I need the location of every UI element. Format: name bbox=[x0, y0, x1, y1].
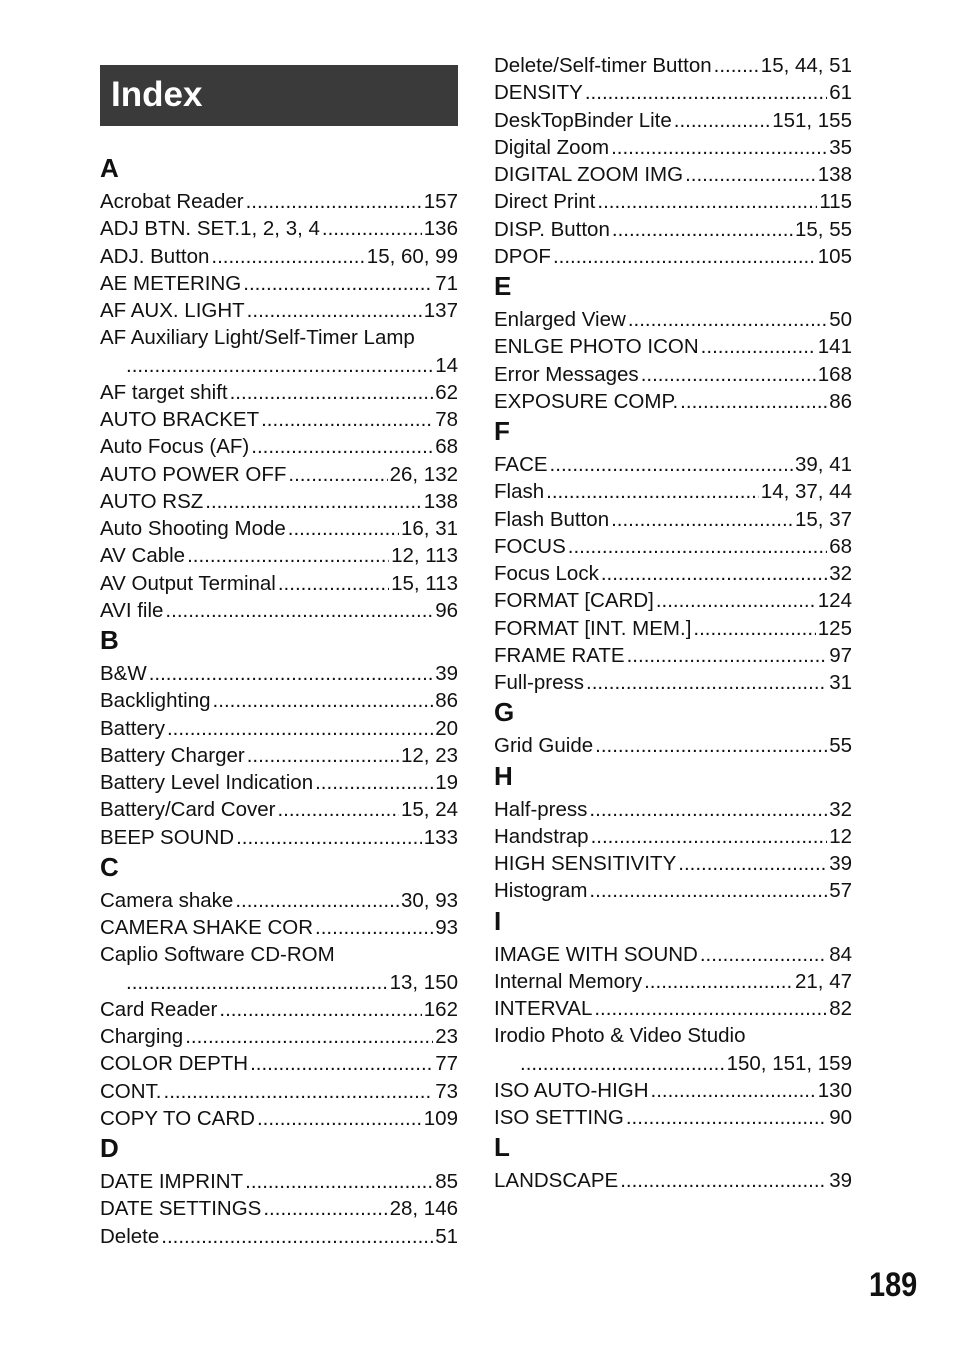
entry-pages: 105 bbox=[817, 244, 852, 268]
entry-pages: 68 bbox=[435, 435, 458, 459]
index-entry bbox=[100, 215, 458, 242]
entry-label: Full-press bbox=[494, 671, 584, 694]
dot-leader bbox=[701, 333, 816, 360]
entry-label: Acrobat Reader bbox=[100, 190, 244, 213]
section-letter: A bbox=[100, 153, 119, 183]
entry-pages: 39 bbox=[435, 662, 458, 685]
entry-pages: 35 bbox=[829, 135, 852, 159]
entry-label: CONT. bbox=[100, 1079, 162, 1103]
dot-leader bbox=[245, 1168, 433, 1195]
entry-pages: 97 bbox=[829, 643, 852, 667]
dot-leader bbox=[315, 914, 433, 941]
dot-leader bbox=[230, 379, 434, 406]
index-entry bbox=[494, 216, 852, 243]
index-entry bbox=[100, 515, 458, 542]
entry-pages: 151, 155 bbox=[772, 108, 852, 132]
index-entry bbox=[494, 533, 852, 560]
dot-leader bbox=[185, 1023, 433, 1050]
entry-pages: 30, 93 bbox=[401, 888, 458, 912]
dot-leader bbox=[626, 1104, 827, 1131]
entry-pages: 157 bbox=[423, 190, 458, 213]
index-entry bbox=[494, 243, 852, 270]
index-entry bbox=[494, 850, 852, 877]
index-entry bbox=[494, 941, 852, 968]
entry-label: Error Messages bbox=[494, 362, 639, 386]
dot-leader bbox=[250, 1050, 433, 1077]
index-entry bbox=[494, 796, 852, 823]
index-entry bbox=[100, 243, 458, 270]
index-entry bbox=[494, 52, 852, 79]
dot-leader bbox=[601, 560, 827, 587]
entry-label: AF AUX. LIGHT bbox=[100, 299, 245, 322]
entry-label: Flash Button bbox=[494, 507, 610, 531]
index-column-right bbox=[494, 52, 852, 1195]
entry-pages: 31 bbox=[829, 671, 852, 694]
index-entry bbox=[494, 968, 852, 995]
entry-label: Card Reader bbox=[100, 997, 218, 1021]
dot-leader bbox=[651, 1077, 816, 1104]
entry-label: AVI file bbox=[100, 598, 164, 622]
dot-leader bbox=[213, 687, 434, 714]
dot-leader bbox=[597, 188, 817, 215]
entry-label: CAMERA SHAKE COR bbox=[100, 916, 314, 939]
entry-pages: 32 bbox=[829, 797, 852, 821]
entry-pages: 150, 151, 159 bbox=[726, 1051, 852, 1075]
dot-leader bbox=[161, 1223, 433, 1250]
entry-pages: 15, 60, 99 bbox=[366, 244, 458, 268]
section-letter: E bbox=[494, 271, 512, 301]
entry-pages: 13, 150 bbox=[389, 970, 458, 994]
entry-pages: 84 bbox=[829, 942, 852, 966]
entry-label: DISP. Button bbox=[494, 217, 610, 241]
index-entry bbox=[100, 488, 458, 515]
entry-pages: 141 bbox=[817, 335, 852, 359]
index-entry bbox=[100, 742, 458, 769]
section-letter: B bbox=[100, 625, 119, 655]
entry-label: ISO AUTO-HIGH bbox=[494, 1078, 649, 1102]
entry-pages: 90 bbox=[829, 1106, 852, 1129]
entry-pages: 57 bbox=[829, 879, 852, 903]
section-letter: L bbox=[494, 1132, 510, 1163]
index-title-bar bbox=[100, 65, 458, 126]
dot-leader bbox=[620, 1167, 827, 1194]
dot-leader bbox=[628, 306, 827, 333]
entry-label: Battery/Card Cover bbox=[100, 798, 276, 822]
entry-label: COLOR DEPTH bbox=[100, 1052, 249, 1076]
page-number: 189 bbox=[869, 1266, 918, 1304]
entry-label: ENLGE PHOTO ICON bbox=[494, 335, 699, 359]
entry-label: AE METERING bbox=[100, 271, 242, 295]
entry-pages: 15, 24 bbox=[401, 798, 458, 822]
entry-label: FORMAT [CARD] bbox=[494, 589, 654, 613]
dot-leader bbox=[546, 478, 759, 505]
index-entry bbox=[494, 388, 852, 415]
page-title: Index bbox=[111, 75, 203, 114]
entry-label: Internal Memory bbox=[494, 969, 643, 993]
entry-pages: 21, 47 bbox=[795, 969, 852, 993]
index-entry bbox=[100, 914, 458, 941]
dot-leader bbox=[219, 996, 421, 1023]
index-entry bbox=[494, 333, 852, 360]
dot-leader bbox=[685, 161, 816, 188]
index-entry bbox=[494, 306, 852, 333]
index-entry bbox=[100, 1168, 458, 1195]
dot-leader bbox=[611, 134, 827, 161]
entry-label: HIGH SENSITIVITY bbox=[494, 852, 677, 875]
entry-label: DATE IMPRINT bbox=[100, 1170, 244, 1193]
dot-leader bbox=[187, 542, 389, 569]
entry-pages: 15, 44, 51 bbox=[760, 54, 852, 77]
dot-leader bbox=[261, 406, 433, 433]
index-entry bbox=[494, 877, 852, 904]
index-entry bbox=[100, 1078, 458, 1105]
entry-pages: 68 bbox=[829, 534, 852, 558]
index-entry bbox=[494, 995, 852, 1022]
entry-pages: 93 bbox=[435, 916, 458, 939]
entry-label: ISO SETTING bbox=[494, 1106, 624, 1129]
entry-pages: 28, 146 bbox=[389, 1197, 458, 1221]
dot-leader bbox=[611, 506, 793, 533]
index-entry bbox=[494, 1050, 852, 1077]
dot-leader bbox=[149, 660, 433, 687]
index-entry bbox=[100, 461, 458, 488]
entry-pages: 39, 41 bbox=[795, 453, 852, 476]
index-entry bbox=[494, 1104, 852, 1131]
dot-leader bbox=[263, 1195, 387, 1222]
entry-label: Digital Zoom bbox=[494, 135, 610, 159]
entry-pages: 125 bbox=[817, 616, 852, 640]
entry-label: Auto Shooting Mode bbox=[100, 517, 286, 540]
entry-label: AUTO BRACKET bbox=[100, 408, 260, 431]
entry-label: FACE bbox=[494, 453, 548, 476]
entry-pages: 137 bbox=[423, 299, 458, 322]
dot-leader bbox=[165, 597, 433, 624]
entry-pages: 15, 55 bbox=[795, 217, 852, 241]
dot-leader bbox=[236, 824, 422, 851]
dot-leader bbox=[585, 79, 827, 106]
entry-label: Battery bbox=[100, 716, 165, 740]
entry-pages: 86 bbox=[435, 689, 458, 713]
entry-label: Enlarged View bbox=[494, 308, 626, 331]
section-letter: C bbox=[100, 851, 119, 882]
dot-leader bbox=[288, 515, 399, 542]
index-entry bbox=[100, 796, 458, 823]
entry-pages: 73 bbox=[435, 1079, 458, 1103]
dot-leader bbox=[315, 769, 433, 796]
dot-leader bbox=[126, 969, 388, 996]
entry-pages: 168 bbox=[817, 362, 852, 386]
dot-leader bbox=[644, 968, 793, 995]
entry-label: Histogram bbox=[494, 879, 588, 903]
entry-pages: 26, 132 bbox=[389, 462, 458, 486]
entry-pages: 20 bbox=[435, 716, 458, 740]
dot-leader bbox=[595, 732, 827, 759]
dot-leader bbox=[243, 270, 433, 297]
index-entry bbox=[100, 1050, 458, 1077]
entry-pages: 14 bbox=[435, 353, 458, 377]
index-entry bbox=[100, 406, 458, 433]
index-entry bbox=[494, 134, 852, 161]
entry-pages: 15, 37 bbox=[795, 507, 852, 531]
entry-pages: 32 bbox=[829, 562, 852, 585]
entry-pages: 50 bbox=[829, 308, 852, 331]
entry-label: Battery Charger bbox=[100, 743, 245, 767]
entry-pages: 115 bbox=[819, 190, 852, 214]
index-entry bbox=[494, 478, 852, 505]
entry-pages: 12, 23 bbox=[401, 743, 458, 767]
entry-pages: 55 bbox=[829, 734, 852, 758]
dot-leader bbox=[674, 107, 770, 134]
index-entry bbox=[494, 615, 852, 642]
entry-label: Caplio Software CD-ROM bbox=[100, 943, 335, 967]
index-entry bbox=[100, 769, 458, 796]
dot-leader bbox=[594, 995, 827, 1022]
section-letter: F bbox=[494, 416, 510, 446]
entry-pages: 96 bbox=[435, 598, 458, 622]
dot-leader bbox=[126, 352, 433, 379]
entry-pages: 71 bbox=[435, 271, 458, 295]
index-entry bbox=[100, 824, 458, 851]
entry-label: AF target shift bbox=[100, 380, 228, 404]
entry-label: Handstrap bbox=[494, 824, 589, 848]
index-entry bbox=[100, 433, 458, 460]
dot-leader bbox=[211, 243, 364, 270]
dot-leader bbox=[591, 823, 828, 850]
entry-pages: 62 bbox=[435, 380, 458, 404]
entry-pages: 136 bbox=[423, 217, 458, 241]
index-entry bbox=[100, 969, 458, 996]
entry-pages: 23 bbox=[435, 1025, 458, 1048]
entry-label: Half-press bbox=[494, 797, 588, 821]
index-entry bbox=[100, 570, 458, 597]
entry-pages: 19 bbox=[435, 771, 458, 794]
index-entry bbox=[100, 887, 458, 914]
index-entry bbox=[494, 1022, 852, 1049]
index-entry bbox=[494, 188, 852, 215]
entry-pages: 39 bbox=[829, 1169, 852, 1193]
index-entry bbox=[494, 1077, 852, 1104]
entry-pages: 82 bbox=[829, 997, 852, 1020]
entry-label: Delete/Self-timer Button bbox=[494, 54, 712, 77]
entry-pages: 78 bbox=[435, 408, 458, 431]
entry-pages: 138 bbox=[423, 489, 458, 513]
index-entry bbox=[494, 823, 852, 850]
index-entry bbox=[100, 270, 458, 297]
dot-leader bbox=[678, 850, 827, 877]
index-entry bbox=[100, 542, 458, 569]
index-entry bbox=[100, 188, 458, 215]
index-entry bbox=[100, 597, 458, 624]
index-entry bbox=[100, 996, 458, 1023]
entry-label: LANDSCAPE bbox=[494, 1169, 619, 1193]
index-entry bbox=[494, 1167, 852, 1194]
dot-leader bbox=[700, 941, 827, 968]
index-entry bbox=[494, 161, 852, 188]
section-letter: G bbox=[494, 697, 515, 728]
entry-label: DIGITAL ZOOM IMG bbox=[494, 163, 684, 186]
entry-pages: 39 bbox=[829, 852, 852, 875]
index-entry bbox=[100, 379, 458, 406]
entry-label: FORMAT [INT. MEM.] bbox=[494, 616, 692, 640]
entry-label: ADJ BTN. SET.1, 2, 3, 4 bbox=[100, 217, 320, 241]
entry-pages: 109 bbox=[423, 1106, 458, 1130]
index-entry bbox=[494, 506, 852, 533]
index-entry bbox=[100, 297, 458, 324]
entry-label: DENSITY bbox=[494, 81, 583, 105]
entry-label: EXPOSURE COMP. bbox=[494, 389, 679, 413]
dot-leader bbox=[641, 361, 816, 388]
dot-leader bbox=[612, 216, 793, 243]
entry-label: Battery Level Indication bbox=[100, 771, 314, 794]
index-entry bbox=[494, 642, 852, 669]
entry-label: AUTO POWER OFF bbox=[100, 462, 287, 486]
entry-label: Delete bbox=[100, 1224, 160, 1248]
entry-label: Flash bbox=[494, 480, 545, 504]
index-entry bbox=[494, 361, 852, 388]
entry-label: Charging bbox=[100, 1025, 184, 1048]
dot-leader bbox=[251, 433, 433, 460]
index-entry bbox=[100, 1023, 458, 1050]
entry-pages: 12 bbox=[829, 824, 852, 848]
dot-leader bbox=[656, 587, 816, 614]
entry-label: DeskTopBinder Lite bbox=[494, 108, 672, 132]
index-column-left bbox=[100, 152, 458, 1250]
entry-pages: 138 bbox=[817, 163, 852, 186]
entry-label: Auto Focus (AF) bbox=[100, 435, 250, 459]
index-entry bbox=[494, 451, 852, 478]
entry-pages: 12, 113 bbox=[391, 544, 458, 568]
dot-leader bbox=[247, 297, 422, 324]
dot-leader bbox=[247, 742, 399, 769]
entry-pages: 130 bbox=[817, 1078, 852, 1102]
index-entry bbox=[100, 715, 458, 742]
entry-pages: 133 bbox=[423, 825, 458, 849]
dot-leader bbox=[167, 715, 433, 742]
index-entry bbox=[100, 1195, 458, 1222]
dot-leader bbox=[277, 796, 399, 823]
dot-leader bbox=[568, 533, 827, 560]
entry-pages: 15, 113 bbox=[391, 571, 458, 595]
index-entry bbox=[100, 1223, 458, 1250]
index-entry bbox=[100, 941, 458, 968]
index-entry bbox=[494, 732, 852, 759]
entry-pages: 61 bbox=[829, 81, 852, 105]
dot-leader bbox=[246, 188, 422, 215]
entry-label: COPY TO CARD bbox=[100, 1106, 255, 1130]
dot-leader bbox=[589, 796, 827, 823]
index-entry bbox=[100, 352, 458, 379]
entry-label: AUTO RSZ bbox=[100, 489, 204, 513]
entry-label: DATE SETTINGS bbox=[100, 1197, 262, 1221]
entry-label: BEEP SOUND bbox=[100, 825, 235, 849]
entry-pages: 162 bbox=[423, 997, 458, 1021]
dot-leader bbox=[520, 1050, 725, 1077]
dot-leader bbox=[589, 877, 827, 904]
entry-label: AF Auxiliary Light/Self-Timer Lamp bbox=[100, 326, 415, 350]
index-entry bbox=[100, 324, 458, 351]
dot-leader bbox=[288, 461, 387, 488]
entry-label: IMAGE WITH SOUND bbox=[494, 942, 698, 966]
index-entry bbox=[494, 669, 852, 696]
dot-leader bbox=[586, 669, 827, 696]
entry-label: INTERVAL bbox=[494, 997, 593, 1020]
entry-label: Backlighting bbox=[100, 689, 211, 713]
entry-label: AV Output Terminal bbox=[100, 571, 276, 595]
index-entry bbox=[494, 107, 852, 134]
dot-leader bbox=[278, 570, 389, 597]
index-entry bbox=[494, 587, 852, 614]
dot-leader bbox=[164, 1078, 434, 1105]
index-entry bbox=[100, 687, 458, 714]
entry-pages: 16, 31 bbox=[401, 517, 458, 540]
entry-label: B&W bbox=[100, 662, 147, 685]
index-entry bbox=[100, 1105, 458, 1132]
section-letter: I bbox=[494, 905, 502, 936]
dot-leader bbox=[693, 615, 815, 642]
dot-leader bbox=[627, 642, 828, 669]
dot-leader bbox=[235, 887, 399, 914]
entry-label: AV Cable bbox=[100, 544, 186, 568]
dot-leader bbox=[680, 388, 827, 415]
index-entry bbox=[494, 79, 852, 106]
dot-leader bbox=[257, 1105, 422, 1132]
entry-label: FRAME RATE bbox=[494, 643, 625, 667]
dot-leader bbox=[322, 215, 422, 242]
index-entry bbox=[494, 560, 852, 587]
entry-pages: 51 bbox=[435, 1224, 458, 1248]
entry-label: ADJ. Button bbox=[100, 244, 210, 268]
entry-label: Camera shake bbox=[100, 888, 234, 912]
dot-leader bbox=[550, 451, 793, 478]
dot-leader bbox=[714, 52, 759, 79]
dot-leader bbox=[553, 243, 816, 270]
entry-pages: 86 bbox=[829, 389, 852, 413]
entry-pages: 124 bbox=[817, 589, 852, 613]
entry-label: FOCUS bbox=[494, 534, 566, 558]
entry-pages: 77 bbox=[435, 1052, 458, 1076]
entry-label: Irodio Photo & Video Studio bbox=[494, 1024, 746, 1048]
dot-leader bbox=[205, 488, 422, 515]
section-letter: H bbox=[494, 760, 513, 791]
entry-label: DPOF bbox=[494, 244, 551, 268]
index-entry bbox=[100, 660, 458, 687]
entry-pages: 14, 37, 44 bbox=[760, 480, 852, 504]
entry-pages: 85 bbox=[435, 1170, 458, 1193]
section-letter: D bbox=[100, 1133, 119, 1163]
entry-label: Focus Lock bbox=[494, 562, 599, 585]
entry-label: Grid Guide bbox=[494, 734, 594, 758]
entry-label: Direct Print bbox=[494, 190, 596, 214]
